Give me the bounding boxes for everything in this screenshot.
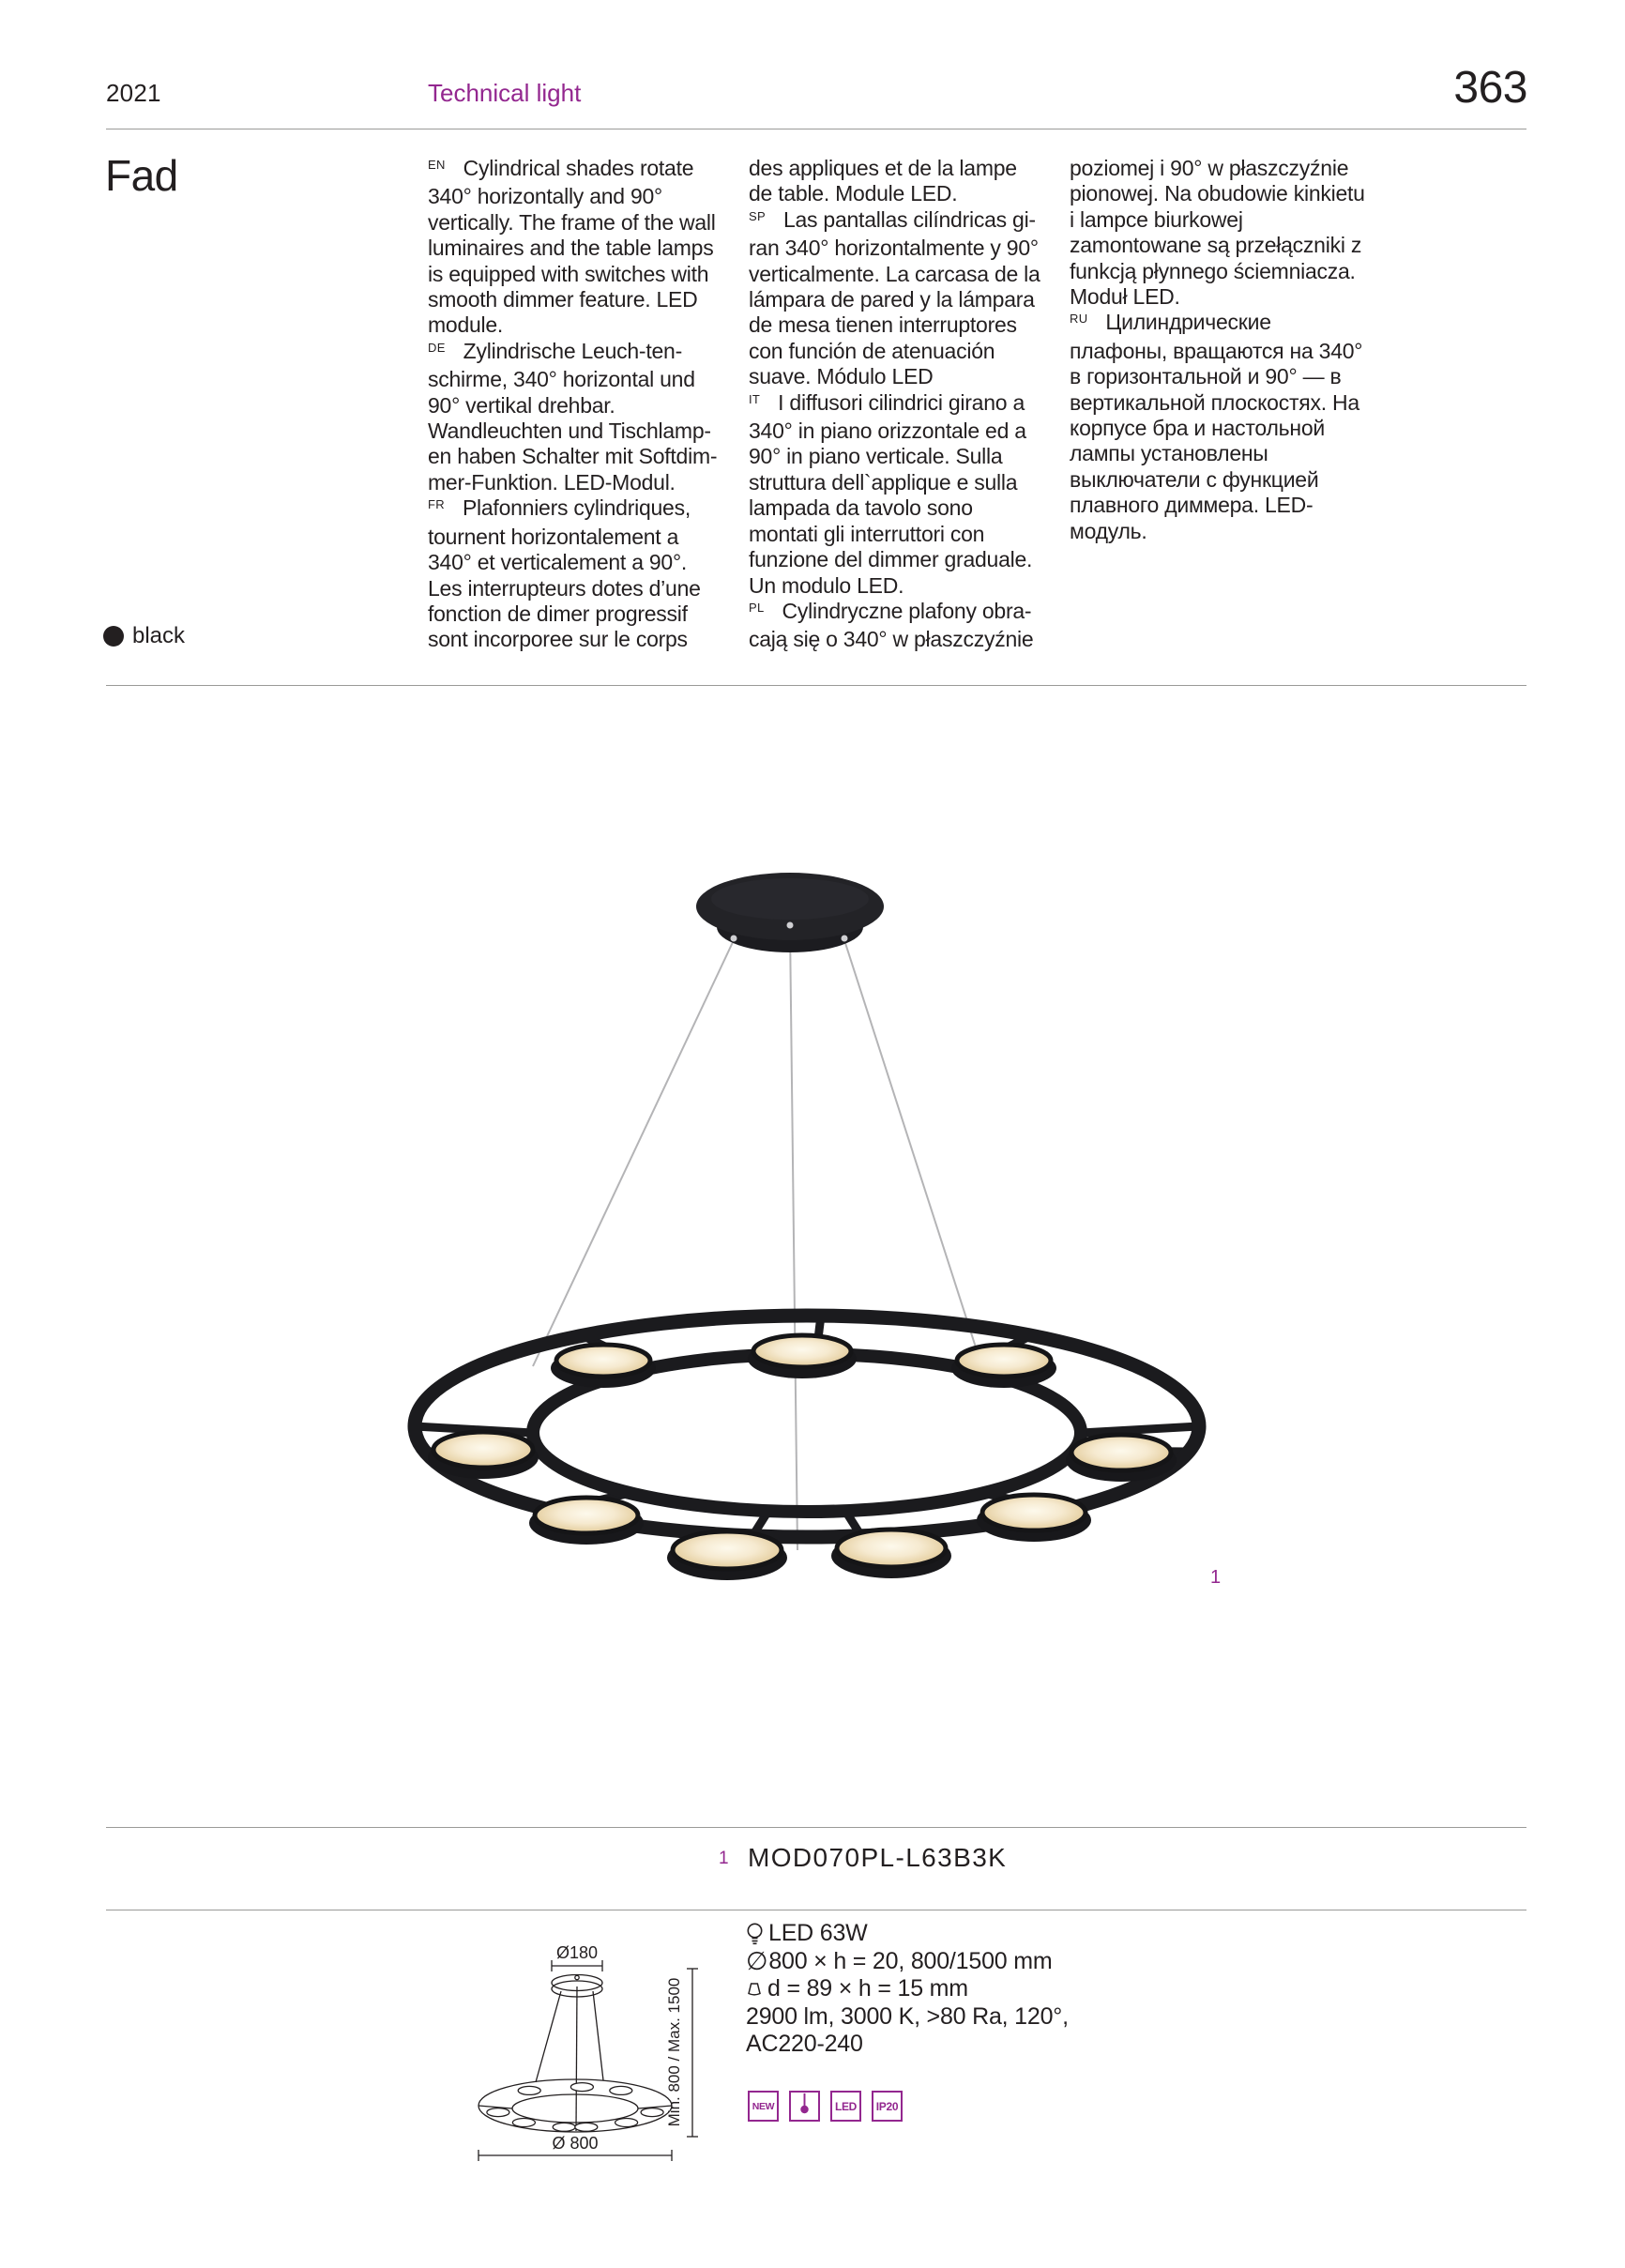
drawing-bottom-dimension: Ø 800 (552, 2134, 599, 2153)
color-swatch-label: black (132, 623, 186, 648)
description-paragraph (749, 156, 1044, 207)
description-text: Цилиндрические плафоны, вращаются на 340° в горизонтальной и 90° — в вертикальной плоскостях. На корпусе бра и настольной лампы установлены выключатели с функцией плавного диммера. LED-модуль. (1070, 310, 1363, 543)
section-title: Technical light (428, 79, 582, 107)
description-text: des appliques et de la lampe de table. Module LED. (749, 156, 1017, 206)
spec-row-wattage (746, 1920, 1069, 1948)
description-column-1 (428, 156, 723, 653)
description-column-3 (1070, 156, 1365, 544)
spec-row-size (746, 1948, 1069, 1976)
language-code: PL (749, 600, 765, 615)
catalog-year: 2021 (106, 79, 161, 107)
color-swatch-black (103, 626, 124, 647)
product-code: MOD070PL-L63B3K (748, 1843, 1008, 1872)
badge-row (748, 2091, 903, 2122)
divider (106, 1827, 1526, 1828)
listing-item-marker: 1 (719, 1849, 729, 1868)
description-text: Las pantallas cilíndricas gi-ran 340° horizontalmente y 90° verticalmente. La carcasa de la lámpara de pared y la lámpara de mesa tienen interruptores con función de atenuación suave. Módulo LED (749, 206, 1040, 389)
badge-led: LED (830, 2091, 861, 2122)
description-paragraph (1070, 156, 1365, 310)
page-number: 363 (1453, 63, 1527, 113)
description-text: I diffusori cilindrici girano a 340° in piano orizzontale ed a 90° in piano verticale. Sulla struttura dell`applique e sulla lampada da tavolo sono montati gli interruttori con funzione del dimmer graduale. Un modulo LED. (749, 389, 1033, 598)
dimension-drawing (441, 1924, 722, 2169)
description-paragraph (428, 495, 723, 652)
spec-text: LED 63W (768, 1920, 868, 1947)
description-paragraph (749, 207, 1044, 390)
language-code: RU (1070, 312, 1088, 327)
product-photo (403, 845, 1229, 1605)
badge-new: NEW (748, 2091, 779, 2122)
diameter-icon: ∅ (746, 1946, 768, 1976)
description-paragraph (749, 599, 1044, 653)
drawing-top-dimension: Ø180 (555, 1943, 599, 1962)
spec-row-voltage (746, 2031, 1069, 2059)
language-code: SP (749, 208, 766, 223)
product-name: Fad (105, 151, 178, 200)
language-code: DE (428, 340, 446, 355)
description-text: Cylindryczne plafony obra-cają się o 340° w płaszczyźnie (749, 598, 1034, 652)
spec-row-shade-size (746, 1975, 1069, 2003)
description-text: Cylindrical shades rotate 340° horizontally and 90° vertically. The frame of the wall luminaires and the table lamps is equipped with switches with smooth dimmer feature. LED module. (428, 156, 716, 338)
spec-row-output (746, 2003, 1069, 2032)
spec-text: d = 89 × h = 15 mm (767, 1975, 968, 2002)
description-column-2 (749, 156, 1044, 653)
language-code: EN (428, 158, 446, 172)
photo-item-marker: 1 (1210, 1567, 1222, 1588)
description-text: poziomej i 90° w płaszczyźnie pionowej. Na obudowie kinkietu i lampce biurkowej zamontowane są przełączniki z funkcją płynnego ściemniacza. Moduł LED. (1070, 156, 1365, 310)
description-text: Plafonniers cylindriques, tournent horizontalement a 340° et verticalement a 90°. Les interrupteurs dotes d’une fonction de dimer progressif sont incorporee sur le corps (428, 495, 701, 652)
pendant-icon (791, 2091, 818, 2122)
shade-icon (746, 1981, 763, 1997)
description-paragraph (749, 390, 1044, 599)
suspension-cables (533, 927, 978, 1550)
description-paragraph (428, 339, 723, 495)
description-paragraph (1070, 310, 1365, 544)
badge-ip20: IP20 (872, 2091, 903, 2122)
ceiling-canopy (696, 873, 884, 952)
drawing-side-dimension: Min. 800 / Max. 1500 (665, 1977, 683, 2127)
language-code: IT (749, 391, 761, 406)
description-text: Zylindrische Leuch-ten-schirme, 340° horizontal und 90° vertikal drehbar. Wandleuchten und Tischlamp-en haben Schalter mit Softdim-mer-Funktion. LED-Modul. (428, 338, 718, 495)
divider (106, 685, 1526, 686)
badge-pendant (789, 2091, 820, 2122)
bulb-icon (746, 1922, 764, 1946)
spec-text: 800 × h = 20, 800/1500 mm (768, 1947, 1053, 1974)
spec-text: 2900 lm, 3000 K, >80 Ra, 120°, (746, 2002, 1069, 2030)
language-code: FR (428, 497, 445, 512)
spec-list (746, 1920, 1069, 2059)
description-paragraph (428, 156, 723, 339)
spec-text: AC220-240 (746, 2031, 863, 2058)
